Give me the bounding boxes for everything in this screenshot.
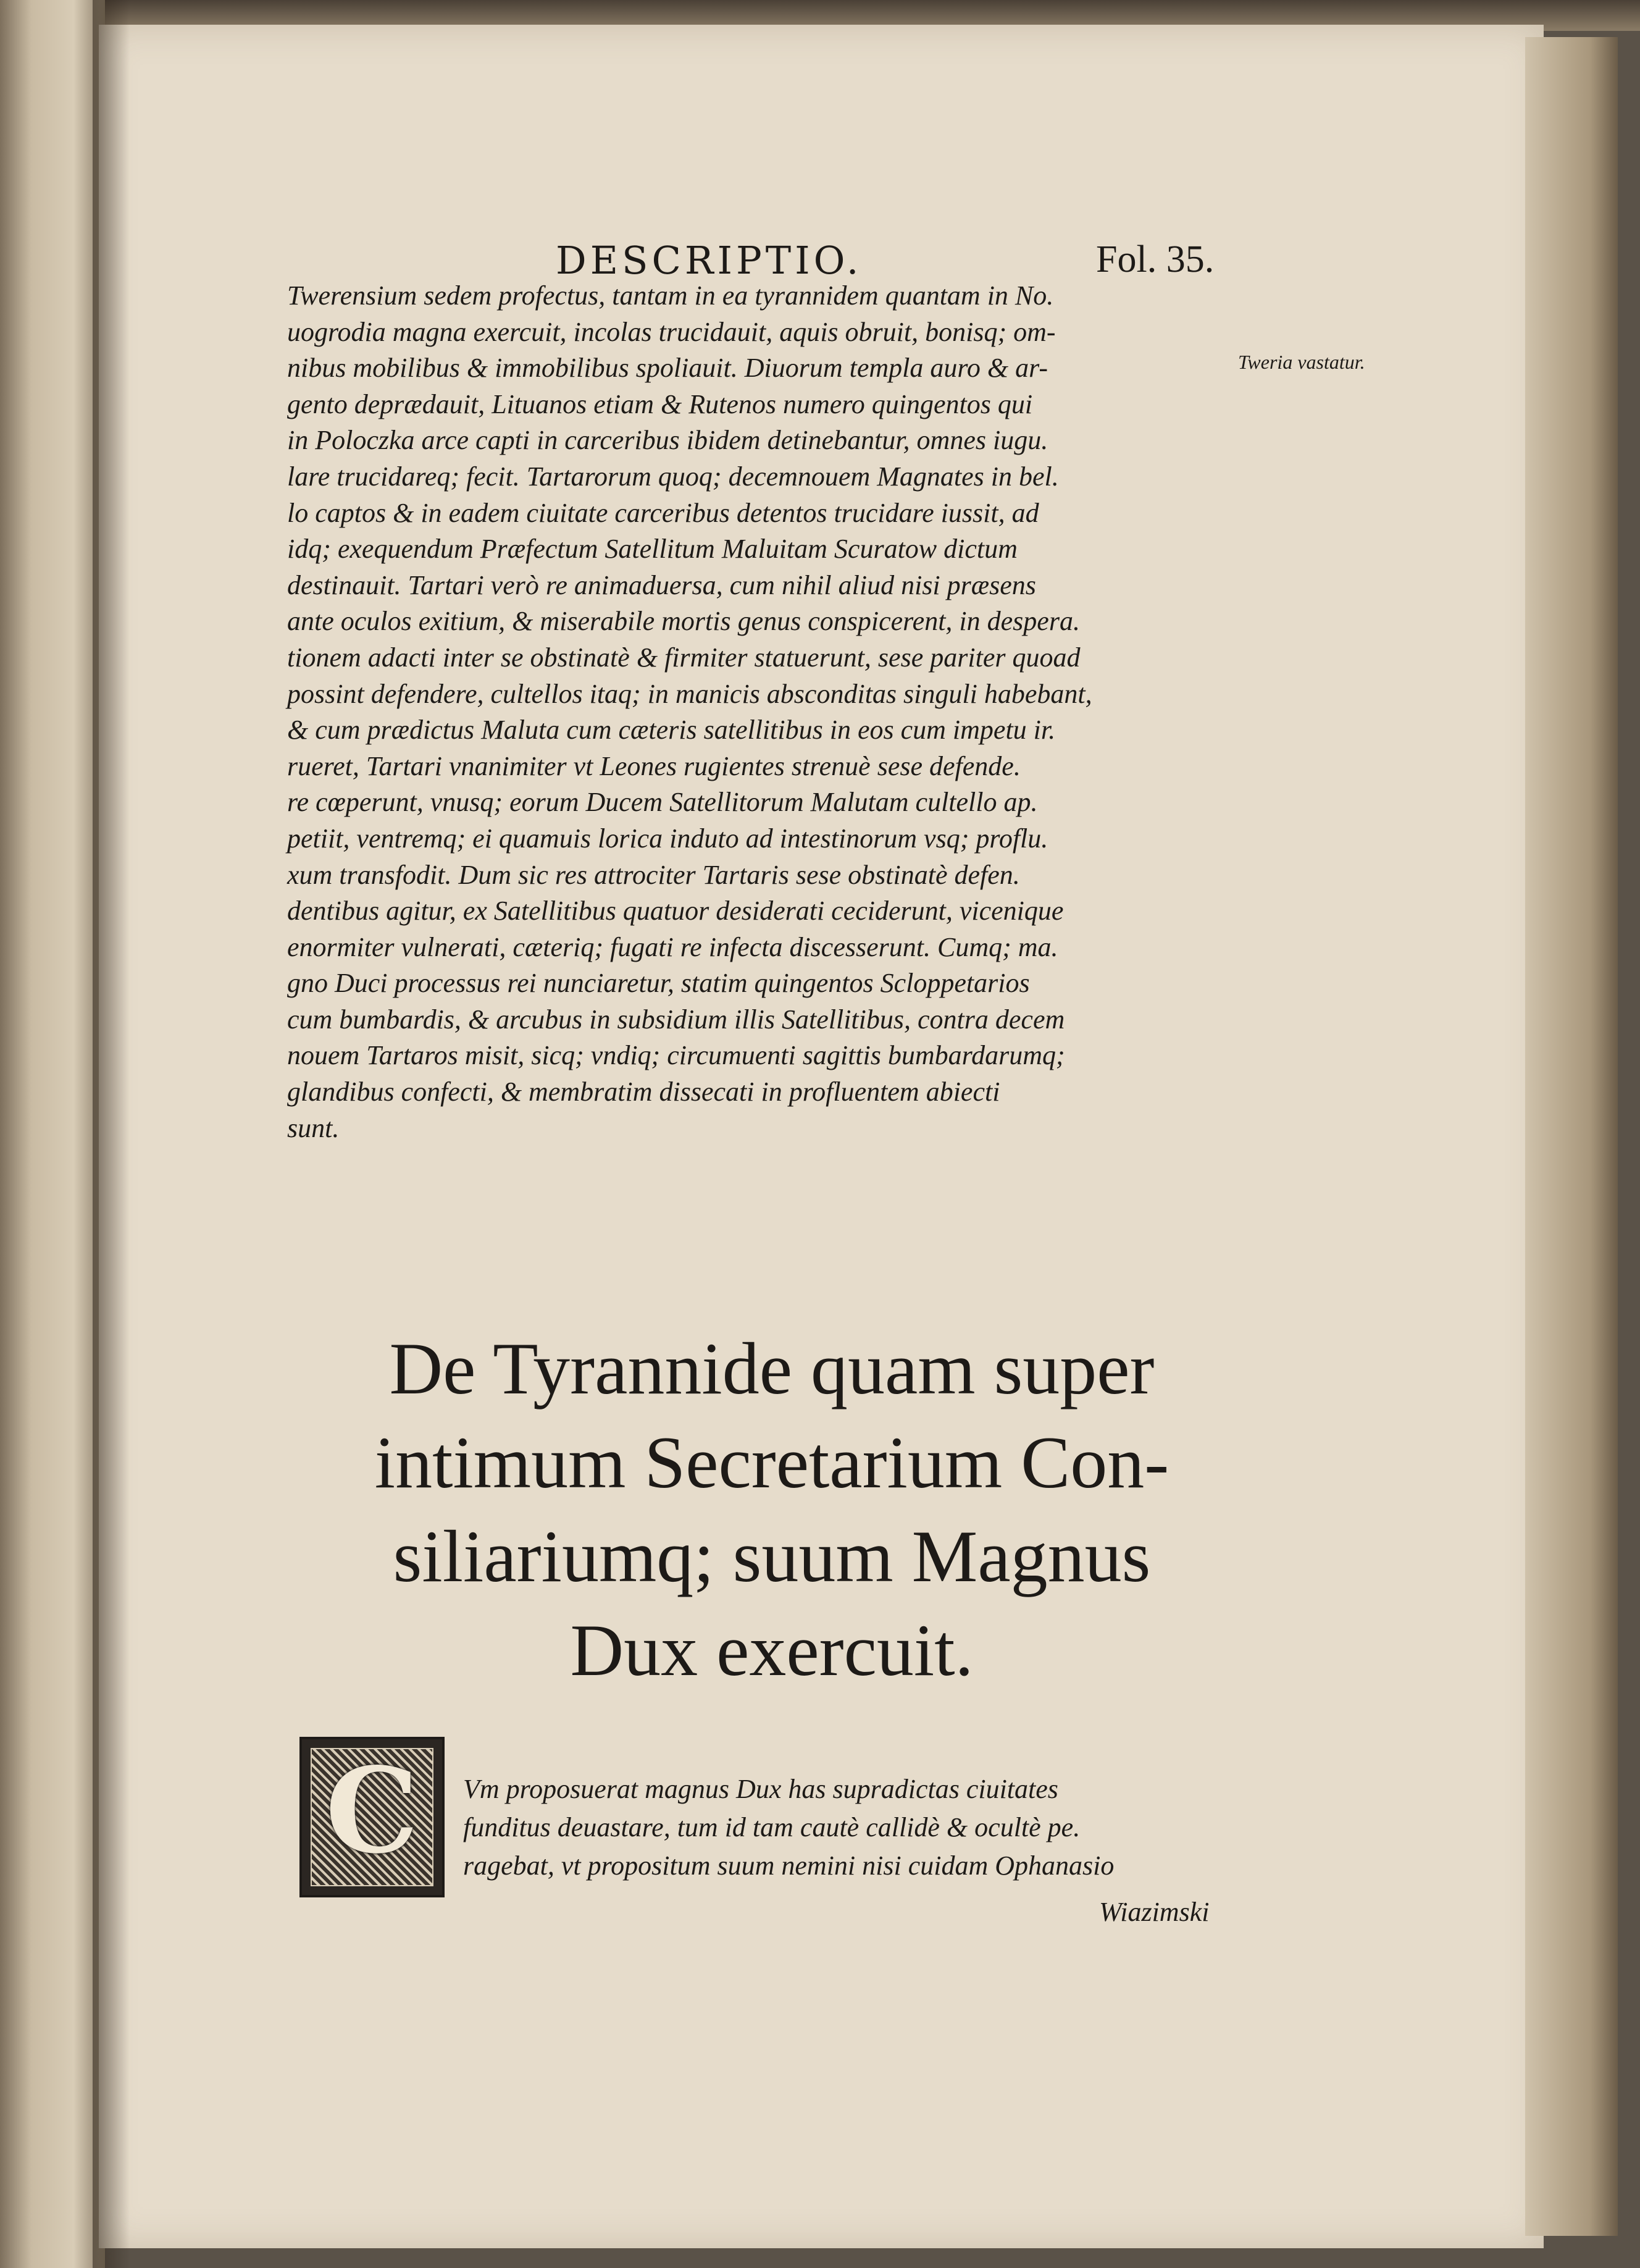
- margin-note: Tweria vastatur.: [1238, 351, 1365, 373]
- para2-line: Vm proposuerat magnus Dux has supradictas ciuitates: [463, 1774, 1058, 1804]
- body-line: petiit, ventremq; ei quamuis lorica induto ad intestinorum vsq; proflu.: [287, 823, 1048, 854]
- body-line: rueret, Tartari vnanimiter vt Leones rugientes strenuè sese defende.: [287, 750, 1021, 781]
- body-line: gno Duci processus rei nunciaretur, statim quingentos Scloppetarios: [287, 968, 1030, 999]
- heading-line: siliariumq; suum Magnus: [393, 1515, 1151, 1597]
- body-line: gento deprædauit, Lituanos etiam & Rutenos numero quingentos qui: [287, 388, 1033, 419]
- body-line: nibus mobilibus & immobilibus spoliauit. Diuorum templa auro & ar-: [287, 353, 1048, 384]
- page-fore-edge: [1525, 37, 1618, 2236]
- left-page-edge: [0, 0, 105, 2268]
- decorated-initial: [299, 1737, 445, 1897]
- catchword: Wiazimski: [1099, 1897, 1210, 1927]
- para2-line: funditus deuastare, tum id tam cautè callidè & ocultè pe.: [463, 1812, 1081, 1842]
- heading-line: intimum Secretarium Con-: [374, 1421, 1169, 1503]
- initial-letter: C: [325, 1742, 419, 1880]
- body-line: ante oculos exitium, & miserabile mortis genus conspicerent, in despera.: [287, 606, 1080, 637]
- body-line: re cœperunt, vnusq; eorum Ducem Satellitorum Malutam cultello ap.: [287, 787, 1038, 818]
- body-text: [287, 278, 1238, 1146]
- paragraph-two: [463, 1770, 1253, 1885]
- spine-shadow: [93, 0, 130, 2268]
- para2-line: ragebat, vt propositum suum nemini nisi cuidam Ophanasio: [463, 1850, 1115, 1881]
- body-line: xum transfodit. Dum sic res attrociter Tartaris sese obstinatè defen.: [287, 859, 1020, 890]
- body-line: sunt.: [287, 1112, 340, 1143]
- body-line: dentibus agitur, ex Satellitibus quatuor desiderati ceciderunt, vicenique: [287, 896, 1064, 926]
- body-line: enormiter vulnerati, cæteriq; fugati re infecta discesserunt. Cumq; ma.: [287, 931, 1058, 962]
- body-line: destinauit. Tartari verò re animaduersa, cum nihil aliud nisi præsens: [287, 569, 1036, 600]
- body-line: nouem Tartaros misit, sicq; vndiq; circumuenti sagittis bumbardarumq;: [287, 1040, 1065, 1071]
- body-line: Twerensium sedem profectus, tantam in ea tyrannidem quantam in No.: [287, 280, 1054, 311]
- body-line: uogrodia magna exercuit, incolas trucidauit, aquis obruit, bonisq; om-: [287, 316, 1056, 347]
- folio-number: Fol. 35.: [1096, 238, 1215, 280]
- body-line: lo captos & in eadem ciuitate carceribus detentos trucidare iussit, ad: [287, 497, 1039, 528]
- body-line: cum bumbardis, & arcubus in subsidium illis Satellitibus, contra decem: [287, 1004, 1065, 1035]
- body-line: possint defendere, cultellos itaq; in manicis absconditas singuli habebant,: [287, 678, 1092, 709]
- body-line: tionem adacti inter se obstinatè & firmiter statuerunt, sese pariter quoad: [287, 642, 1081, 673]
- body-line: in Poloczka arce capti in carceribus ibidem detinebantur, omnes iugu.: [287, 425, 1048, 456]
- body-line: lare trucidareq; fecit. Tartarorum quoq; decemnouem Magnates in bel.: [287, 461, 1059, 492]
- running-head: DESCRIPTIO.: [556, 238, 863, 283]
- body-line: glandibus confecti, & membratim dissecati in profluentem abiecti: [287, 1077, 1000, 1107]
- heading-line: Dux exercuit.: [570, 1609, 974, 1691]
- heading-line: De Tyrannide quam super: [389, 1327, 1155, 1409]
- body-line: idq; exequendum Præfectum Satellitum Maluitam Scuratow dictum: [287, 534, 1018, 565]
- body-line: & cum prædictus Maluta cum cæteris satellitibus in eos cum impetu ir.: [287, 715, 1056, 746]
- section-heading: [290, 1322, 1253, 1697]
